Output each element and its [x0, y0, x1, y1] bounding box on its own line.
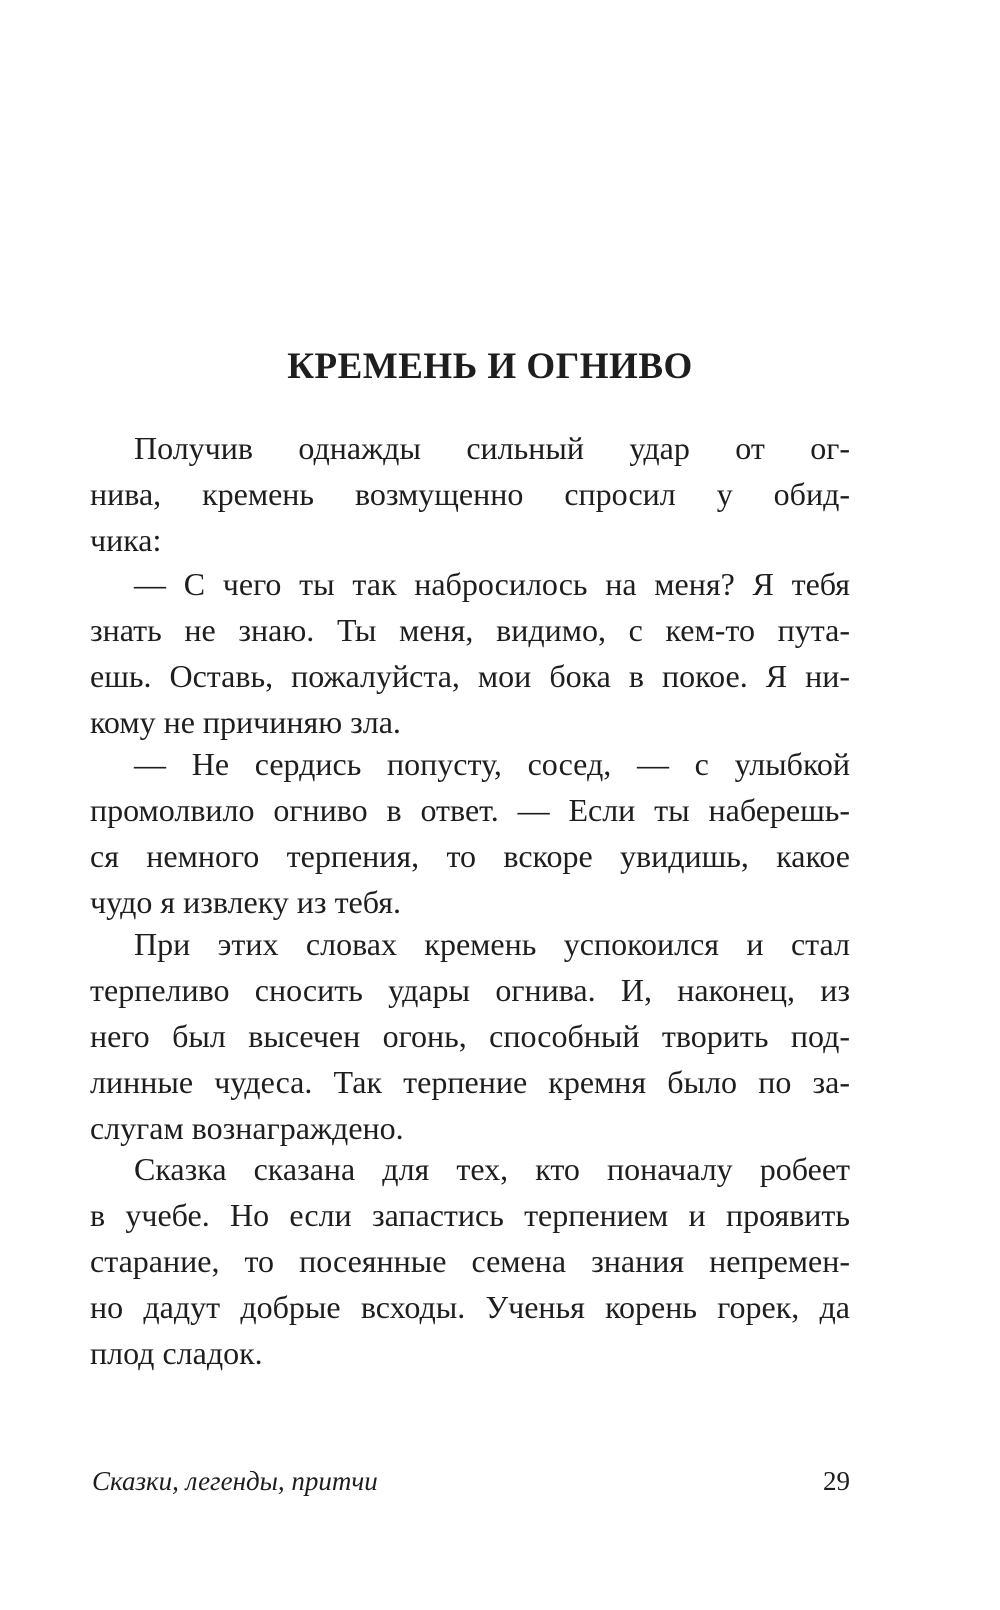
paragraph-1 — [90, 425, 850, 563]
story-title: КРЕМЕНЬ И ОГНИВО — [287, 346, 693, 387]
text-line: нива, кремень возмущенно спросил у обид- — [90, 476, 850, 512]
text-line: ешь. Оставь, пожалуйста, мои бока в покое. Я ни- — [90, 658, 850, 694]
running-footer-section: Сказки, легенды, притчи — [92, 1466, 378, 1496]
text-line: — С чего ты так набросилось на меня? Я тебя — [134, 566, 850, 602]
paragraph-2 — [90, 561, 850, 745]
text-line: старание, то посеянные семена знания непремен- — [90, 1243, 850, 1279]
text-line: При этих словах кремень успокоился и стал — [134, 926, 850, 962]
text-line: кому не причиняю зла. — [90, 704, 401, 740]
text-line: Сказка сказана для тех, кто поначалу робеет — [134, 1151, 850, 1187]
text-line: него был высечен огонь, способный творить под- — [90, 1018, 850, 1054]
text-line: чика: — [90, 522, 162, 558]
paragraph-3 — [90, 741, 850, 925]
text-line: промолвило огниво в ответ. — Если ты наберешь- — [90, 792, 850, 828]
text-line: терпеливо сносить удары огнива. И, наконец, из — [90, 972, 850, 1008]
text-line: чудо я извлеку из тебя. — [90, 884, 401, 920]
text-line: — Не сердись попусту, сосед, — с улыбкой — [134, 746, 850, 782]
text-line: знать не знаю. Ты меня, видимо, с кем-то пута- — [90, 612, 850, 648]
text-line: ся немного терпения, то вскоре увидишь, какое — [90, 838, 850, 874]
paragraph-4 — [90, 921, 850, 1151]
text-line: Получив однажды сильный удар от ог- — [134, 430, 850, 466]
text-line: но дадут добрые всходы. Ученья корень горек, да — [90, 1289, 850, 1325]
text-line: линные чудеса. Так терпение кремня было по за- — [90, 1064, 850, 1100]
text-line: плод сладок. — [90, 1335, 263, 1371]
paragraph-5 — [90, 1146, 850, 1376]
text-line: в учебе. Но если запастись терпением и проявить — [90, 1197, 850, 1233]
page-number: 29 — [823, 1466, 850, 1496]
text-line: слугам вознаграждено. — [90, 1110, 404, 1146]
